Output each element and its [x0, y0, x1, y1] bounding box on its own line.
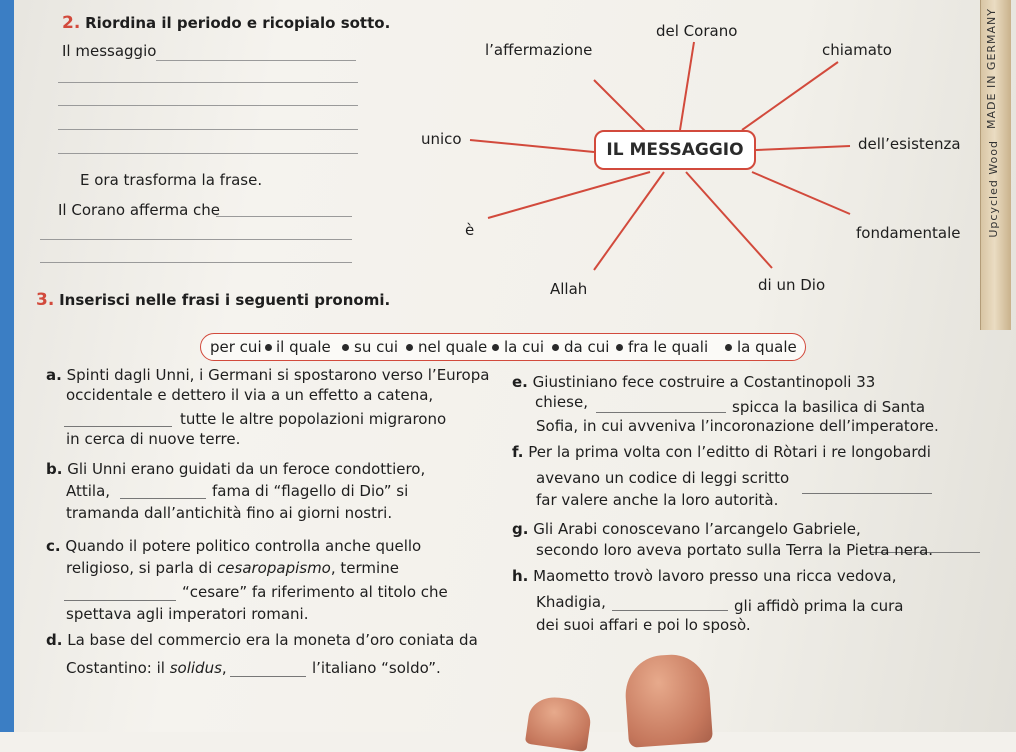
pronoun-item: nel quale [418, 338, 488, 356]
sentence-h-line2a: Khadigia, [536, 593, 606, 611]
sentence-text: , [221, 659, 227, 677]
mindmap-line [752, 172, 850, 214]
sentence-text: Costantino: il [66, 659, 165, 677]
sentence-g-line2: secondo loro aveva portato sulla Terra la Pietra nera. [536, 541, 934, 559]
sentence-h-line2b: gli affidò prima la cura [734, 597, 904, 615]
sentence-f-line1 [512, 443, 931, 461]
bullet-dot [492, 344, 499, 351]
sentence-text: Quando il potere politico controlla anche quello [65, 537, 422, 555]
sentence-text: , termine [330, 559, 399, 577]
sentence-e-line2a: chiese, [535, 393, 588, 411]
sentence-text: Giustiniano fece costruire a Costantinopoli 33 [532, 373, 876, 391]
pencil-text-wood: Upcycled Wood [987, 140, 1000, 238]
sentence-letter: a. [46, 366, 62, 384]
exercise-2-number: 2. [62, 13, 81, 33]
pronoun-item: da cui [564, 338, 610, 356]
sentence-a-line2: occidentale e dettero il via a un effetto a catena, [66, 386, 434, 404]
mindmap-line [756, 146, 850, 150]
sentence-b-line1 [46, 460, 425, 478]
sentence-italic-term: solidus [169, 659, 222, 677]
exercise-3-heading [36, 291, 390, 309]
pronoun-item: fra le quali [628, 338, 709, 356]
sentence-d-line2 [66, 659, 227, 677]
sentence-d-line2d: l’italiano “soldo”. [312, 659, 441, 677]
mindmap-word-di-un-dio: di un Dio [758, 276, 826, 294]
mindmap-line [470, 140, 594, 152]
sentence-text: Spinti dagli Unni, i Germani si spostarono verso l’Europa [66, 366, 490, 384]
bullet-dot [406, 344, 413, 351]
mindmap-line [680, 42, 694, 130]
sentence-letter: d. [46, 631, 63, 649]
sentence-a-line3: tutte le altre popolazioni migrarono [180, 410, 447, 428]
mindmap-line [686, 172, 772, 268]
pronoun-item: la quale [737, 338, 797, 356]
sentence-f-line3: far valere anche la loro autorità. [536, 491, 779, 509]
answer-blank-c[interactable] [64, 600, 176, 601]
sentence-letter: b. [46, 460, 63, 478]
bullet-dot [552, 344, 559, 351]
sentence-a-line1 [46, 366, 489, 384]
pronoun-item: il quale [276, 338, 331, 356]
mindmap-line [594, 80, 648, 134]
bullet-dot [725, 344, 732, 351]
mindmap-word-chiamato: chiamato [822, 41, 892, 59]
mindmap-word-unico: unico [421, 130, 462, 148]
sentence-b-line2a: Attila, [66, 482, 111, 500]
exercise-2-instruction: Riordina il periodo e ricopialo sotto. [85, 14, 391, 32]
sentence-e-line2b: spicca la basilica di Santa [732, 398, 926, 416]
sentence-text: Maometto trovò lavoro presso una ricca vedova, [533, 567, 897, 585]
pronoun-item: la cui [504, 338, 545, 356]
exercise-2-sub-lead: Il Corano afferma che [58, 201, 221, 219]
sentence-f-line2: avevano un codice di leggi scritto [536, 469, 790, 487]
sentence-letter: g. [512, 520, 529, 538]
exercise-3-instruction: Inserisci nelle frasi i seguenti pronomi. [59, 291, 391, 309]
sentence-letter: c. [46, 537, 61, 555]
mindmap-center: IL MESSAGGIO [594, 130, 756, 170]
bullet-dot [265, 344, 272, 351]
sentence-text: Gli Arabi conoscevano l’arcangelo Gabriele, [533, 520, 861, 538]
bullet-dot [342, 344, 349, 351]
sentence-letter: h. [512, 567, 529, 585]
mindmap-line [742, 62, 838, 130]
pronoun-item: per cui [210, 338, 262, 356]
sentence-letter: f. [512, 443, 524, 461]
sentence-e-line1 [512, 373, 875, 391]
sentence-b-line2b: fama di “flagello di Dio” si [212, 482, 409, 500]
answer-blank-h[interactable] [612, 610, 728, 611]
exercise-2-sub-instruction: E ora trasforma la frase. [80, 171, 263, 189]
bullet-dot [616, 344, 623, 351]
mindmap-word-fondamentale: fondamentale [856, 224, 961, 242]
sentence-c-line3: “cesare” fa riferimento al titolo che [182, 583, 448, 601]
answer-blank-f[interactable] [802, 493, 932, 494]
sentence-a-line4: in cerca di nuove terre. [66, 430, 241, 448]
exercise-2-lead: Il messaggio [62, 42, 157, 60]
answer-blank-b[interactable] [120, 498, 206, 499]
sentence-c-line1 [46, 537, 421, 555]
answer-blank-d[interactable] [230, 676, 306, 677]
sentence-text: religioso, si parla di [66, 559, 213, 577]
mindmap-word-e: è [465, 221, 475, 239]
mindmap-word-esistenza: dell’esistenza [858, 135, 961, 153]
mindmap-line [594, 172, 664, 270]
mindmap-word-affermazione: l’affermazione [485, 41, 593, 59]
mindmap-line [488, 172, 650, 218]
sentence-e-line3: Sofia, in cui avveniva l’incoronazione dell’imperatore. [536, 417, 939, 435]
pencil-text-made-in: MADE IN GERMANY [985, 8, 998, 129]
answer-blank-e[interactable] [596, 412, 726, 413]
sentence-text: Gli Unni erano guidati da un feroce condottiero, [67, 460, 426, 478]
mindmap-word-del-corano: del Corano [656, 22, 738, 40]
sentence-text: La base del commercio era la moneta d’oro coniata da [67, 631, 478, 649]
sentence-letter: e. [512, 373, 528, 391]
answer-blank-a[interactable] [64, 426, 172, 427]
sentence-b-line3: tramanda dall’antichità fino ai giorni nostri. [66, 504, 393, 522]
mindmap-word-allah: Allah [550, 280, 588, 298]
sentence-d-line1 [46, 631, 478, 649]
exercise-3-number: 3. [36, 290, 55, 310]
sentence-h-line3: dei suoi affari e poi lo sposò. [536, 616, 751, 634]
sentence-italic-term: cesaropapismo [217, 559, 331, 577]
sentence-c-line2 [66, 559, 399, 577]
pronoun-item: su cui [354, 338, 399, 356]
sentence-h-line1 [512, 567, 897, 585]
sentence-c-line4: spettava agli imperatori romani. [66, 605, 309, 623]
sentence-text: Per la prima volta con l’editto di Ròtari i re longobardi [528, 443, 931, 461]
sentence-g-line1 [512, 520, 861, 538]
